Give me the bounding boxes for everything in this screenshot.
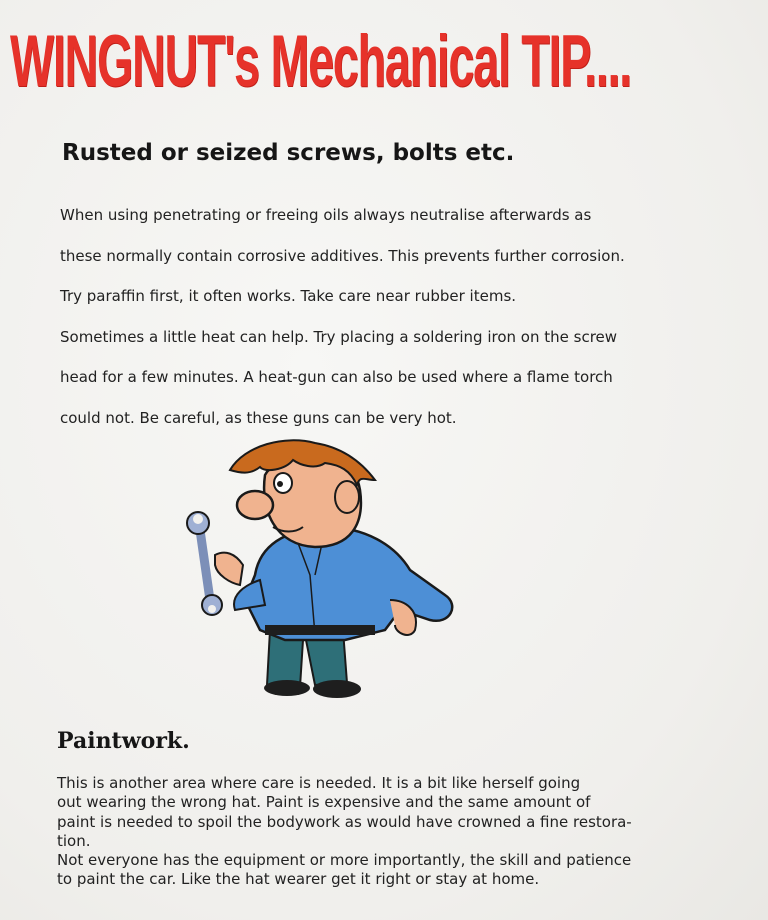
mechanic-illustration <box>175 435 465 710</box>
rust-line: Try paraffin first, it often works. Take care near rubber items. <box>60 287 517 305</box>
paint-line: Not everyone has the equipment or more importantly, the skill and patience <box>57 851 632 870</box>
paint-line: to paint the car. Like the hat wearer get it right or stay at home. <box>57 870 540 889</box>
paint-section-body <box>57 774 737 890</box>
mechanic-shirt <box>245 527 452 640</box>
mechanic-belt <box>265 625 375 635</box>
rust-section-title: Rusted or seized screws, bolts etc. <box>62 140 515 166</box>
rust-line: head for a few minutes. A heat-gun can also be used where a flame torch <box>60 368 613 386</box>
rust-line: Sometimes a little heat can help. Try placing a soldering iron on the screw <box>60 327 618 346</box>
rust-section-body <box>60 200 720 443</box>
mechanic-left-arm <box>215 553 265 610</box>
paint-line: tion. <box>57 831 91 850</box>
paint-line: This is another area where care is needed. It is a bit like herself going <box>57 774 581 792</box>
banner-container <box>10 14 750 110</box>
rust-line: could not. Be careful, as these guns can be very hot. <box>60 408 457 427</box>
banner-title: WINGNUT's Mechanical TIP.... <box>10 21 631 102</box>
mechanic-shoes <box>264 680 361 698</box>
rust-line: these normally contain corrosive additives. This prevents further corrosion. <box>60 246 625 265</box>
paint-line: out wearing the wrong hat. Paint is expensive and the same amount of <box>57 793 591 812</box>
rust-line: When using penetrating or freeing oils always neutralise afterwards as <box>60 206 592 224</box>
paint-section-title: Paintwork. <box>57 728 190 754</box>
mechanic-head <box>230 440 375 547</box>
paint-line: paint is needed to spoil the bodywork as would have crowned a fine restora- <box>57 812 632 831</box>
